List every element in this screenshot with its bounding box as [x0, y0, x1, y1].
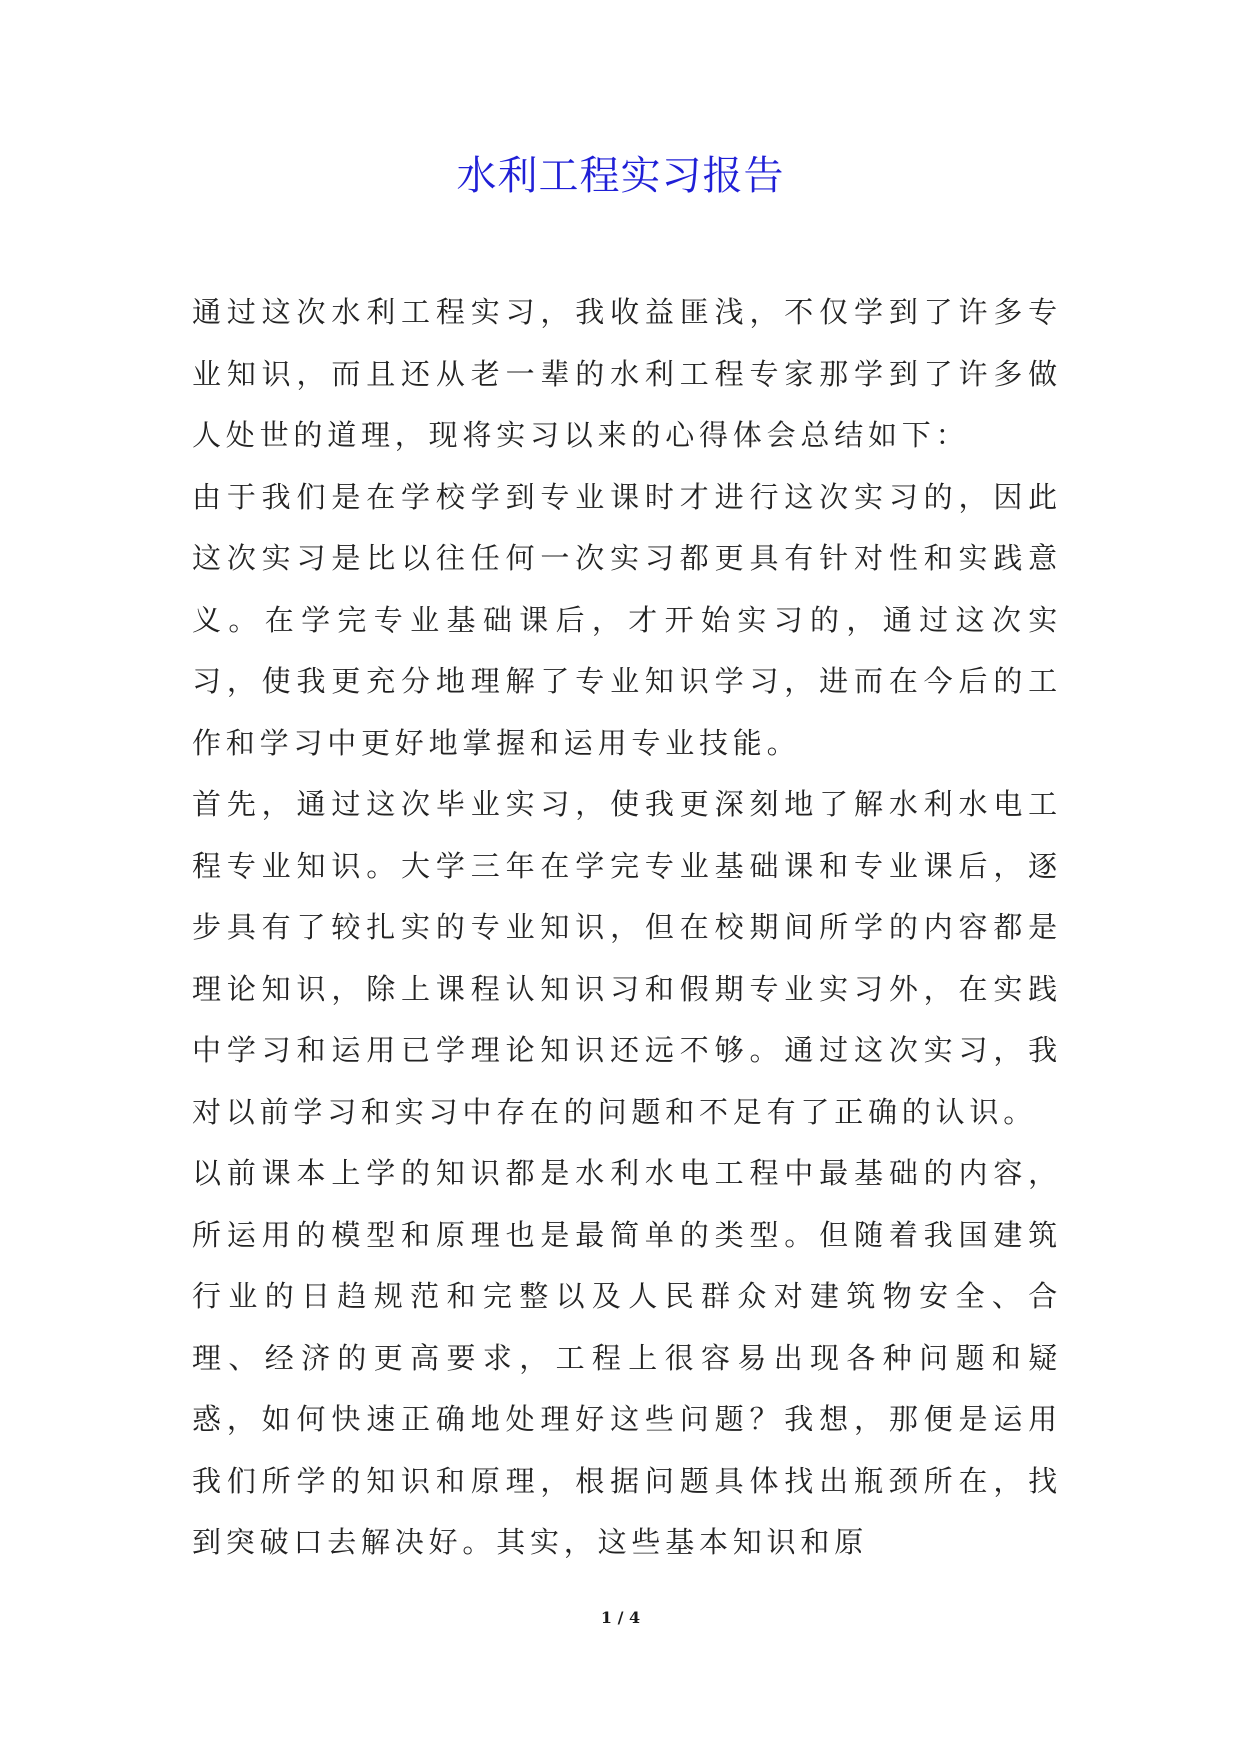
paragraph-4: 以前课本上学的知识都是水利水电工程中最基础的内容，所运用的模型和原理也是最简单的类型。但随着我国建筑行业的日趋规范和完整以及人民群众对建筑物安全、合理、经济的更高要求，工程上很容易出现各种问题和疑惑，如何快速正确地处理好这些问题？我想，那便是运用我们所学的知识和原理，根据问题具体找出瓶颈所在，找到突破口去解决好。其实，这些基本知识和原 — [192, 1156, 1062, 1559]
document-title: 水利工程实习报告 — [456, 153, 785, 199]
paragraph-2: 由于我们是在学校学到专业课时才进行这次实习的，因此这次实习是比以往任何一次实习都更具有针对性和实践意义。在学完专业基础课后，才开始实习的，通过这次实习，使我更充分地理解了专业知识学习，进而在今后的工作和学习中更好地掌握和运用专业技能。 — [192, 479, 1062, 760]
paragraph-3: 首先，通过这次毕业实习，使我更深刻地了解水利水电工程专业知识。大学三年在学完专业基础课和专业课后，逐步具有了较扎实的专业知识，但在校期间所学的内容都是理论知识，除上课程认知识习和假期专业实习外，在实践中学习和运用已学理论知识还远不够。通过这次实习，我对以前学习和实习中存在的问题和不足有了正确的认识。 — [192, 787, 1062, 1129]
document-body — [192, 282, 1062, 1574]
paragraph-1: 通过这次水利工程实习，我收益匪浅，不仅学到了许多专业知识，而且还从老一辈的水利工程专家那学到了许多做人处世的道理，现将实习以来的心得体会总结如下： — [192, 295, 1062, 452]
page-number: 1 / 4 — [600, 1608, 641, 1627]
